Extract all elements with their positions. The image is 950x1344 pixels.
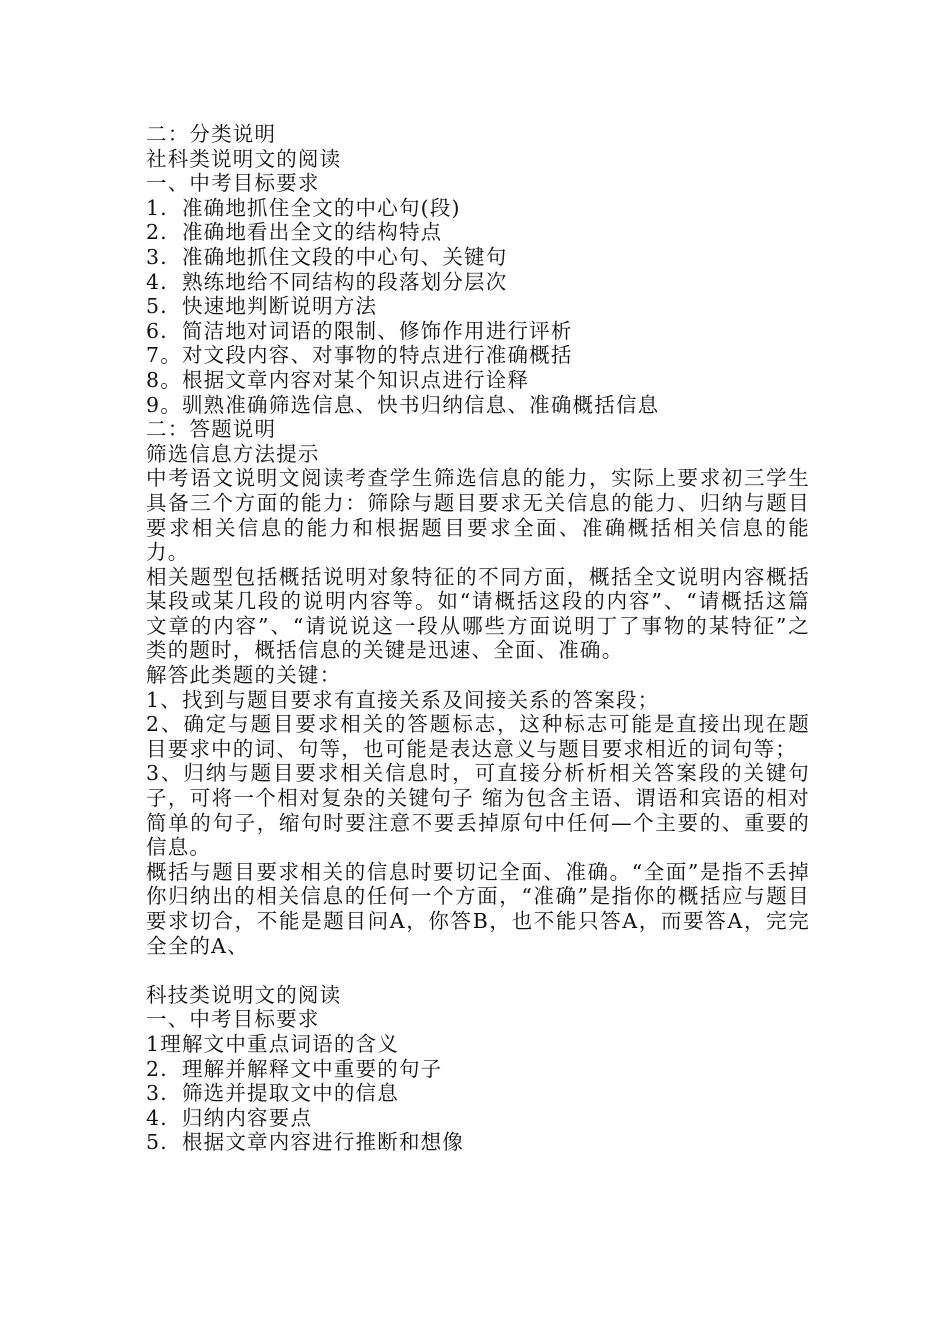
key-heading: 解答此类题的关键： bbox=[146, 663, 342, 688]
subsection-title: 筛选信息方法提示 bbox=[146, 441, 320, 466]
document-body bbox=[146, 122, 810, 1155]
goal-item: 4．熟练地给不同结构的段落划分层次 bbox=[146, 269, 508, 294]
paragraph: 相关题型包括概括说明对象特征的不同方面，概括全文说明内容概括某段或某几段的说明内容等。如“请概括这段的内容”、“请概括这篇文章的内容”、“请说说这一段从哪些方面说明丁了事物的某特征”之类的题时，概括信息的关键是迅速、全面、准确。 bbox=[146, 564, 810, 663]
goals-heading: 一、中考目标要求 bbox=[146, 1007, 320, 1032]
paragraph: 中考语文说明文阅读考查学生筛选信息的能力，实际上要求初三学生具备三个方面的能力：筛除与题目要求无关信息的能力、归纳与题目要求相关信息的能力和根据题目要求全面、准确概括相关信息的能力。 bbox=[146, 466, 810, 565]
blank-line bbox=[146, 958, 810, 983]
key-item: 3、归纳与题目要求相关信息时，可直接分析析相关答案段的关键句子，可将一个相对复杂的关键句子 缩为包含主语、谓语和宾语的相对简单的句子，缩句时要注意不要丢掉原句中任何—个主要的、重要的信息。 bbox=[146, 761, 810, 860]
goal-item: 7。对文段内容、对事物的特点进行准确概括 bbox=[146, 343, 573, 368]
subsection-title: 社科类说明文的阅读 bbox=[146, 146, 342, 171]
paragraph: 概括与题目要求相关的信息时要切记全面、准确。“全面”是指不丢掉你归纳出的相关信息的任何一个方面，“准确”是指你的概括应与题目要求切合，不能是题目问A，你答B，也不能只答A，而要答A，完完全全的A、 bbox=[146, 859, 810, 958]
goals-heading: 一、中考目标要求 bbox=[146, 171, 320, 196]
goal-item: 4．归纳内容要点 bbox=[146, 1105, 313, 1130]
goal-item: 1理解文中重点词语的含义 bbox=[146, 1031, 399, 1056]
section-heading: 二：分类说明 bbox=[146, 122, 277, 146]
key-item: 2、确定与题目要求相关的答题标志，这种标志可能是直接出现在题目要求中的词、句等，也可能是表达意义与题目要求相近的词句等； bbox=[146, 712, 810, 761]
goal-item: 2．理解并解释文中重要的句子 bbox=[146, 1056, 443, 1081]
subsection-title: 科技类说明文的阅读 bbox=[146, 982, 342, 1007]
goal-item: 6．简洁地对词语的限制、修饰作用进行评析 bbox=[146, 318, 573, 343]
goal-item: 5．快速地判断说明方法 bbox=[146, 294, 378, 319]
goal-item: 3．准确地抓住文段的中心句、关键句 bbox=[146, 244, 508, 269]
goal-item: 1．准确地抓住全文的中心句(段) bbox=[146, 195, 461, 220]
goal-item: 9。驯熟准确筛选信息、快书归纳信息、准确概括信息 bbox=[146, 392, 660, 417]
goal-item: 3．筛选并提取文中的信息 bbox=[146, 1081, 399, 1106]
key-item: 1、找到与题目要求有直接关系及间接关系的答案段； bbox=[146, 687, 660, 712]
goal-item: 8。根据文章内容对某个知识点进行诠释 bbox=[146, 367, 530, 392]
section-heading: 二：答题说明 bbox=[146, 417, 277, 442]
goal-item: 2．准确地看出全文的结构特点 bbox=[146, 220, 443, 245]
goal-item: 5．根据文章内容进行推断和想像 bbox=[146, 1130, 465, 1155]
